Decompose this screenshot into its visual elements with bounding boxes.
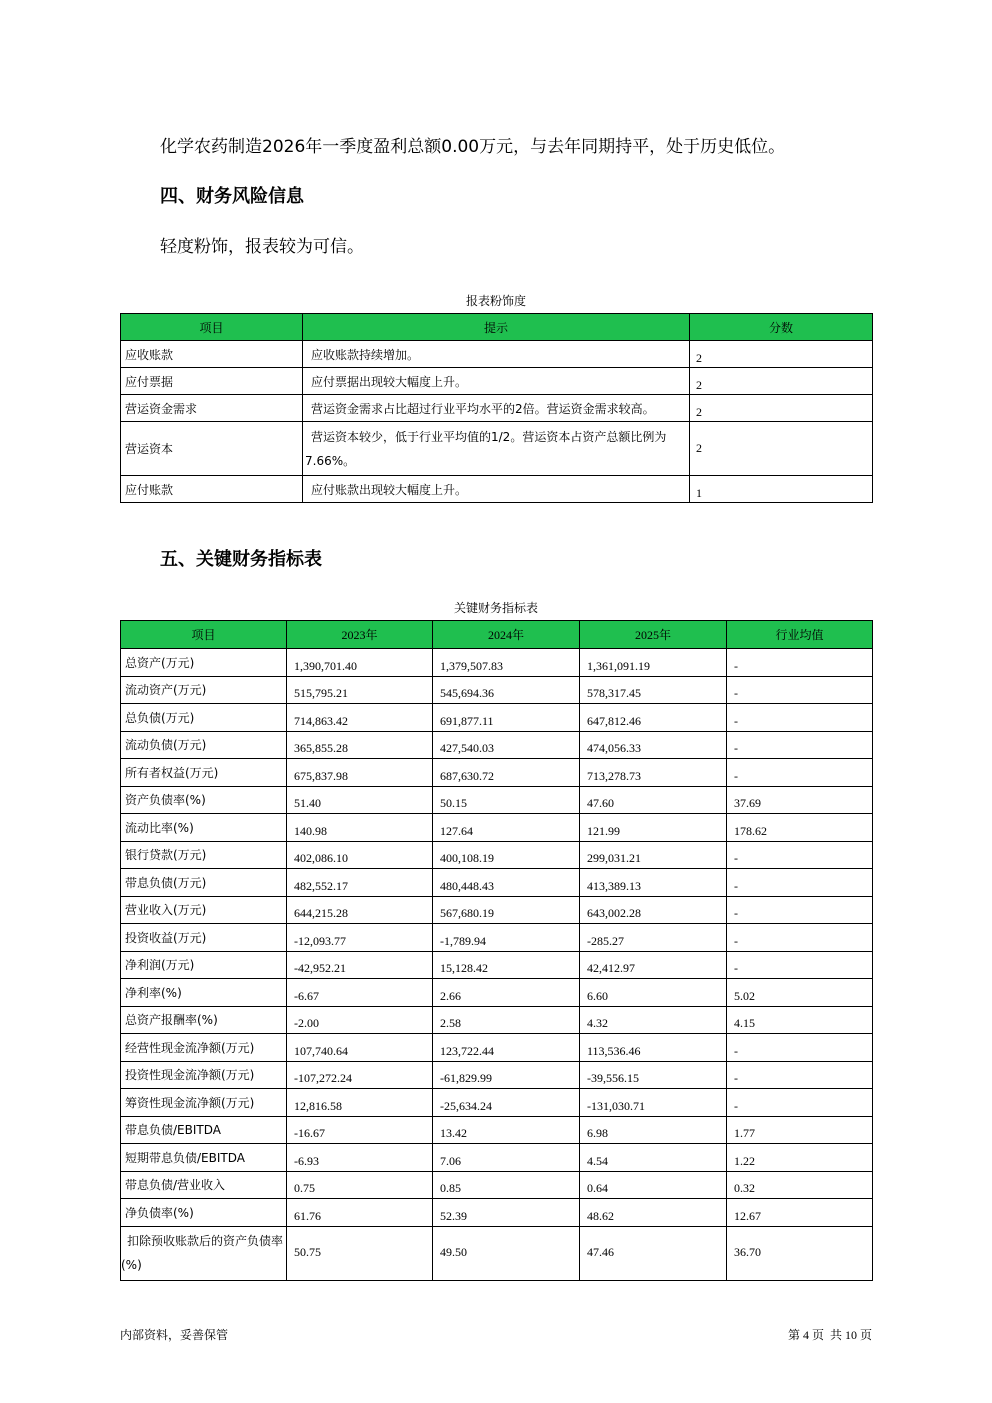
metrics-value-cell: 687,630.72	[433, 759, 580, 787]
metrics-table-header	[121, 621, 873, 649]
metrics-table-row	[121, 1089, 873, 1117]
metrics-value-cell: -6.67	[287, 979, 433, 1007]
metrics-value-cell: 0.75	[287, 1171, 433, 1199]
intro-paragraph: 化学农药制造2026年一季度盈利总额0.00万元，与去年同期持平，处于历史低位。	[160, 137, 786, 157]
metrics-value-cell: 121.99	[580, 814, 727, 842]
metrics-table-row	[121, 1226, 873, 1280]
metrics-value-cell: 480,448.43	[433, 869, 580, 897]
metrics-table-row	[121, 814, 873, 842]
metrics-value-cell: -61,829.99	[433, 1061, 580, 1089]
metrics-header-item: 项目	[121, 621, 287, 649]
risk-table-row	[121, 476, 873, 503]
metrics-value-cell: 47.46	[580, 1226, 727, 1280]
metrics-value-cell: -	[727, 1061, 873, 1089]
metrics-value-cell: 178.62	[727, 814, 873, 842]
metrics-value-cell: -16.67	[287, 1116, 433, 1144]
metrics-table-row	[121, 704, 873, 732]
metrics-item-cell: 短期带息负债/EBITDA	[121, 1144, 287, 1172]
metrics-value-cell: 127.64	[433, 814, 580, 842]
metrics-item-cell: 投资收益(万元)	[121, 924, 287, 952]
metrics-value-cell: 643,002.28	[580, 896, 727, 924]
metrics-table-row	[121, 731, 873, 759]
metrics-value-cell: -	[727, 704, 873, 732]
section4-summary: 轻度粉饰，报表较为可信。	[160, 237, 364, 257]
metrics-table-row	[121, 1199, 873, 1227]
metrics-value-cell: 400,108.19	[433, 841, 580, 869]
metrics-item-cell: 总资产报酬率(%)	[121, 1006, 287, 1034]
metrics-value-cell: 0.64	[580, 1171, 727, 1199]
metrics-item-cell: 总负债(万元)	[121, 704, 287, 732]
metrics-value-cell: 515,795.21	[287, 676, 433, 704]
metrics-value-cell: 675,837.98	[287, 759, 433, 787]
metrics-value-cell: 482,552.17	[287, 869, 433, 897]
metrics-value-cell: 713,278.73	[580, 759, 727, 787]
metrics-value-cell: -	[727, 841, 873, 869]
metrics-value-cell: -25,634.24	[433, 1089, 580, 1117]
metrics-table-row	[121, 924, 873, 952]
metrics-table-row	[121, 896, 873, 924]
risk-score-cell: 2	[690, 341, 873, 368]
metrics-table-row	[121, 1034, 873, 1062]
risk-item-cell: 应付账款	[121, 476, 303, 503]
metrics-value-cell: 402,086.10	[287, 841, 433, 869]
metrics-value-cell: 299,031.21	[580, 841, 727, 869]
metrics-value-cell: 5.02	[727, 979, 873, 1007]
metrics-table-row	[121, 951, 873, 979]
metrics-value-cell: 4.32	[580, 1006, 727, 1034]
metrics-value-cell: 578,317.45	[580, 676, 727, 704]
metrics-value-cell: -	[727, 869, 873, 897]
metrics-value-cell: 4.54	[580, 1144, 727, 1172]
metrics-value-cell: 36.70	[727, 1226, 873, 1280]
metrics-value-cell: -	[727, 759, 873, 787]
metrics-value-cell: -12,093.77	[287, 924, 433, 952]
metrics-item-cell: 净利率(%)	[121, 979, 287, 1007]
metrics-value-cell: 2.58	[433, 1006, 580, 1034]
risk-hint-cell: 应付账款出现较大幅度上升。	[303, 476, 690, 503]
risk-table-row	[121, 341, 873, 368]
metrics-item-cell: 流动比率(%)	[121, 814, 287, 842]
section5-heading: 五、关键财务指标表	[160, 549, 322, 570]
metrics-value-cell: 6.98	[580, 1116, 727, 1144]
risk-hint-cell: 应付票据出现较大幅度上升。	[303, 368, 690, 395]
risk-score-cell: 2	[690, 395, 873, 422]
metrics-item-cell: 银行贷款(万元)	[121, 841, 287, 869]
metrics-value-cell: 37.69	[727, 786, 873, 814]
risk-score-cell: 2	[690, 422, 873, 476]
metrics-table-caption: 关键财务指标表	[453, 601, 538, 615]
metrics-item-cell: 经营性现金流净额(万元)	[121, 1034, 287, 1062]
metrics-table-row	[121, 841, 873, 869]
footer-page-number: 第 4 页 共 10 页	[787, 1328, 872, 1342]
metrics-value-cell: 1,390,701.40	[287, 649, 433, 677]
risk-item-cell: 应收账款	[121, 341, 303, 368]
metrics-value-cell: 1.22	[727, 1144, 873, 1172]
metrics-value-cell: 47.60	[580, 786, 727, 814]
metrics-value-cell: 12.67	[727, 1199, 873, 1227]
metrics-value-cell: 140.98	[287, 814, 433, 842]
risk-score-cell: 1	[690, 476, 873, 503]
metrics-value-cell: -	[727, 1034, 873, 1062]
metrics-header-industry-avg: 行业均值	[727, 621, 873, 649]
metrics-value-cell: 427,540.03	[433, 731, 580, 759]
metrics-value-cell: -	[727, 896, 873, 924]
metrics-value-cell: -107,272.24	[287, 1061, 433, 1089]
risk-header-hint: 提示	[303, 314, 690, 341]
risk-table-caption: 报表粉饰度	[465, 294, 526, 308]
risk-item-cell: 应付票据	[121, 368, 303, 395]
metrics-table	[120, 620, 873, 1281]
metrics-item-cell: 流动负债(万元)	[121, 731, 287, 759]
metrics-value-cell: 2.66	[433, 979, 580, 1007]
metrics-value-cell: 7.06	[433, 1144, 580, 1172]
metrics-item-cell: 扣除预收账款后的资产负债率(%)	[121, 1226, 287, 1280]
metrics-value-cell: -39,556.15	[580, 1061, 727, 1089]
metrics-value-cell: 714,863.42	[287, 704, 433, 732]
metrics-item-cell: 净负债率(%)	[121, 1199, 287, 1227]
metrics-table-row	[121, 786, 873, 814]
metrics-value-cell: 0.85	[433, 1171, 580, 1199]
metrics-value-cell: 107,740.64	[287, 1034, 433, 1062]
footer-left: 内部资料，妥善保管	[120, 1328, 229, 1342]
metrics-value-cell: -2.00	[287, 1006, 433, 1034]
metrics-value-cell: 113,536.46	[580, 1034, 727, 1062]
risk-table-row	[121, 395, 873, 422]
metrics-item-cell: 流动资产(万元)	[121, 676, 287, 704]
metrics-value-cell: 49.50	[433, 1226, 580, 1280]
metrics-value-cell: 50.15	[433, 786, 580, 814]
risk-hint-cell: 营运资金需求占比超过行业平均水平的2倍。营运资金需求较高。	[303, 395, 690, 422]
metrics-table-row	[121, 1171, 873, 1199]
risk-score-cell: 2	[690, 368, 873, 395]
metrics-table-row	[121, 1116, 873, 1144]
risk-header-item: 项目	[121, 314, 303, 341]
metrics-value-cell: -42,952.21	[287, 951, 433, 979]
metrics-value-cell: 15,128.42	[433, 951, 580, 979]
metrics-item-cell: 带息负债/EBITDA	[121, 1116, 287, 1144]
metrics-value-cell: 4.15	[727, 1006, 873, 1034]
metrics-value-cell: -6.93	[287, 1144, 433, 1172]
metrics-item-cell: 所有者权益(万元)	[121, 759, 287, 787]
metrics-value-cell: 567,680.19	[433, 896, 580, 924]
metrics-value-cell: 123,722.44	[433, 1034, 580, 1062]
metrics-item-cell: 筹资性现金流净额(万元)	[121, 1089, 287, 1117]
metrics-item-cell: 带息负债(万元)	[121, 869, 287, 897]
metrics-value-cell: -1,789.94	[433, 924, 580, 952]
metrics-table-row	[121, 1006, 873, 1034]
metrics-value-cell: 413,389.13	[580, 869, 727, 897]
metrics-value-cell: 51.40	[287, 786, 433, 814]
risk-table	[120, 313, 873, 503]
metrics-value-cell: -	[727, 951, 873, 979]
metrics-value-cell: 691,877.11	[433, 704, 580, 732]
metrics-item-cell: 资产负债率(%)	[121, 786, 287, 814]
risk-item-cell: 营运资金需求	[121, 395, 303, 422]
metrics-item-cell: 净利润(万元)	[121, 951, 287, 979]
metrics-value-cell: 6.60	[580, 979, 727, 1007]
metrics-item-cell: 投资性现金流净额(万元)	[121, 1061, 287, 1089]
metrics-value-cell: -131,030.71	[580, 1089, 727, 1117]
metrics-table-row	[121, 979, 873, 1007]
metrics-table-row	[121, 1144, 873, 1172]
metrics-value-cell: 1,379,507.83	[433, 649, 580, 677]
metrics-value-cell: 0.32	[727, 1171, 873, 1199]
risk-table-row	[121, 422, 873, 476]
metrics-header-2024: 2024年	[433, 621, 580, 649]
metrics-value-cell: 647,812.46	[580, 704, 727, 732]
risk-table-row	[121, 368, 873, 395]
metrics-value-cell: 1,361,091.19	[580, 649, 727, 677]
metrics-value-cell: -	[727, 649, 873, 677]
metrics-value-cell: 52.39	[433, 1199, 580, 1227]
metrics-value-cell: -	[727, 1089, 873, 1117]
metrics-item-cell: 总资产(万元)	[121, 649, 287, 677]
metrics-value-cell: -	[727, 731, 873, 759]
metrics-value-cell: -	[727, 924, 873, 952]
metrics-value-cell: 545,694.36	[433, 676, 580, 704]
section4-heading: 四、财务风险信息	[160, 186, 304, 207]
metrics-table-row	[121, 1061, 873, 1089]
metrics-value-cell: -	[727, 676, 873, 704]
metrics-table-row	[121, 869, 873, 897]
metrics-table-row	[121, 676, 873, 704]
risk-header-score: 分数	[690, 314, 873, 341]
risk-table-header	[121, 314, 873, 341]
metrics-value-cell: 48.62	[580, 1199, 727, 1227]
metrics-value-cell: 42,412.97	[580, 951, 727, 979]
metrics-value-cell: -285.27	[580, 924, 727, 952]
metrics-value-cell: 13.42	[433, 1116, 580, 1144]
metrics-value-cell: 12,816.58	[287, 1089, 433, 1117]
risk-hint-cell: 应收账款持续增加。	[303, 341, 690, 368]
metrics-value-cell: 474,056.33	[580, 731, 727, 759]
metrics-header-2023: 2023年	[287, 621, 433, 649]
metrics-value-cell: 1.77	[727, 1116, 873, 1144]
risk-hint-cell: 营运资本较少，低于行业平均值的1/2。营运资本占资产总额比例为7.66%。	[303, 422, 690, 476]
metrics-header-2025: 2025年	[580, 621, 727, 649]
metrics-table-row	[121, 759, 873, 787]
risk-item-cell: 营运资本	[121, 422, 303, 476]
metrics-item-cell: 带息负债/营业收入	[121, 1171, 287, 1199]
metrics-value-cell: 61.76	[287, 1199, 433, 1227]
metrics-value-cell: 365,855.28	[287, 731, 433, 759]
metrics-table-row	[121, 649, 873, 677]
metrics-value-cell: 644,215.28	[287, 896, 433, 924]
metrics-item-cell: 营业收入(万元)	[121, 896, 287, 924]
metrics-value-cell: 50.75	[287, 1226, 433, 1280]
